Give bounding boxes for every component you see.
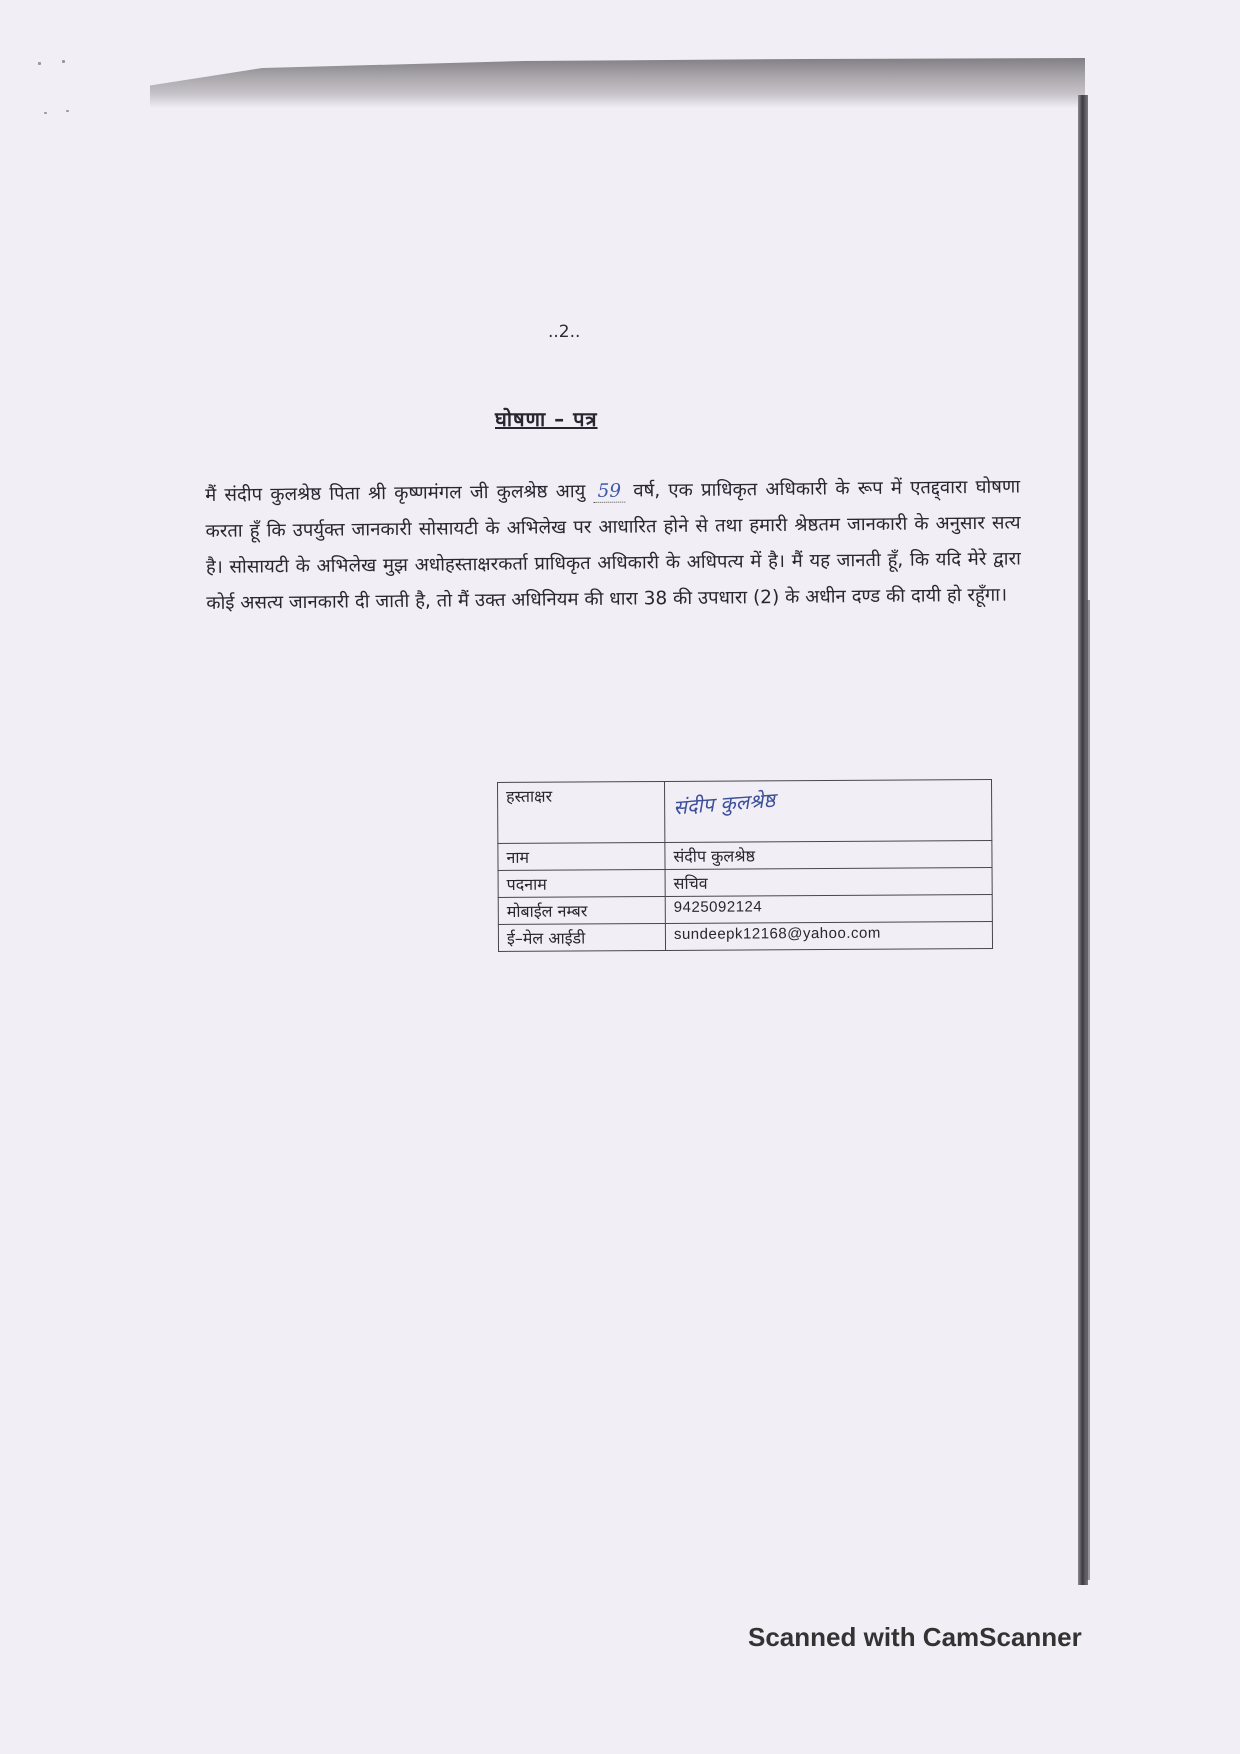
table-row (498, 840, 992, 870)
value-name: संदीप कुलश्रेष्ठ (665, 840, 992, 869)
scan-speck (66, 110, 69, 112)
handwritten-signature: संदीप कुलश्रेष्ठ (672, 787, 776, 820)
paper-edge-right-shadow (1086, 600, 1090, 1580)
label-email: ई–मेल आईडी (498, 923, 665, 951)
scan-speck (38, 62, 41, 65)
value-mobile: 9425092124 (665, 894, 992, 923)
age-handwritten-value: 59 (593, 481, 625, 503)
value-designation: सचिव (665, 867, 992, 896)
declaration-part1: मैं संदीप कुलश्रेष्ठ पिता श्री कृष्णमंगल जी कुलश्रेष्ठ आयु (205, 481, 586, 506)
value-email: sundeepk12168@yahoo.com (665, 921, 992, 950)
label-name: नाम (498, 842, 665, 870)
scan-speck (62, 60, 65, 63)
paper-edge-top (150, 58, 1085, 108)
scan-speck (44, 112, 47, 114)
label-designation: पदनाम (498, 869, 665, 897)
table-row (498, 921, 992, 951)
signature-cell (664, 779, 991, 842)
label-signature: हस्ताक्षर (498, 781, 665, 843)
page-number: ..2.. (548, 322, 581, 342)
signature-table (497, 779, 993, 952)
declaration-part2: वर्ष, एक प्राधिकृत अधिकारी के रूप में एतद्द्वारा घोषणा करता हूँ कि उपर्युक्त जानकारी सोसायटी के अभिलेख पर आधारित होने से तथा हमारी श्रेष्ठतम जानकारी के अनुसार सत्य है। सोसायटी के अभिलेख मुझ अधोहस्ताक्षरकर्ता प्राधिकृत अधिकारी के अधिपत्य में है। मैं यह जानती हूँ, कि यदि मेरे द्वारा कोई असत्य जानकारी दी जाती है, तो मैं उक्त अधिनियम की धारा 38 की उपधारा (2) के अधीन दण्ड की दायी हो रहूँगा। (205, 476, 1022, 614)
table-row (498, 867, 992, 897)
declaration-paragraph (205, 469, 1021, 622)
camscanner-watermark: Scanned with CamScanner (748, 1622, 1082, 1652)
document-title: घोषणा – पत्र (495, 407, 598, 431)
table-row (498, 779, 992, 843)
table-row (498, 894, 992, 924)
label-mobile: मोबाईल नम्बर (498, 896, 665, 924)
